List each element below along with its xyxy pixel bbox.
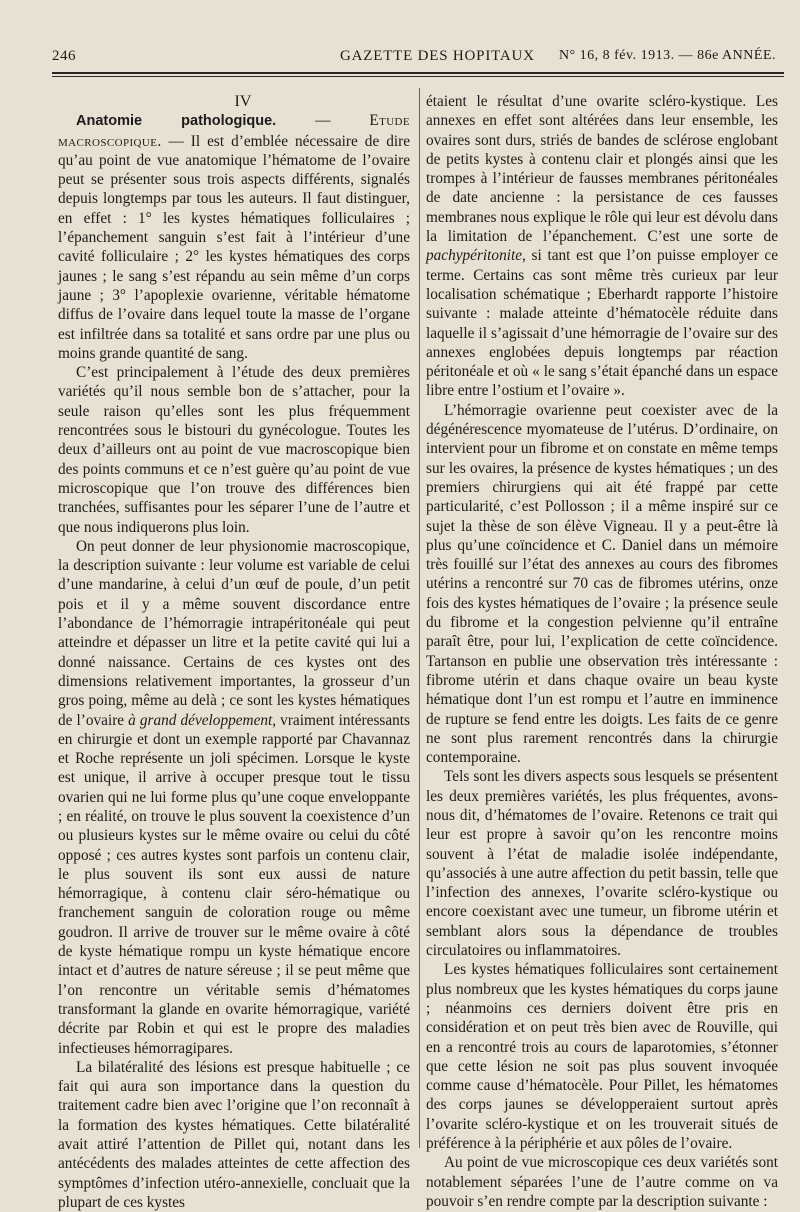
page-number: 246: [52, 48, 76, 64]
paragraph-text: On peut donner de leur physionomie macroscopique, la description suivante : leur volume est variable de celui d’une mandarine, à celui d’un œuf de poule, d’un petit pois et il y a même souvent discordance entre l’abondance de l’hémorragie intrapéritonéale qui peut atteindre et dépasser un litre et la petite cavité qui lui a donné naissance. Certains de ces kystes ont des dimensions relativement importantes, la grosseur d’un gros poing, même au delà ; ce sont les kystes hématiques de l’ovaire: [58, 537, 410, 729]
paragraph: [426, 92, 778, 401]
paragraph: La bilatéralité des lésions est presque habituelle ; ce fait qui aura son importance dans la question du traitement cadre bien avec l’origine que l’on reconnaît à la formation des kystes hématiques. Cette bilatéralité avait attiré l’attention de Pillet qui, notant dans les antécédents des malades atteintes de cette affection des symptômes d’infection utéro-annexielle, concluait que la plupart de ces kystes: [58, 1058, 410, 1211]
italic-term: pachypéritonite: [426, 247, 523, 265]
paragraph: Tels sont les divers aspects sous lesquels se présentent les deux premières variétés, les plus fréquentes, avons-nous dit, d’hématomes de l’ovaire. Retenons ce trait qui leur est propre à savoir qu’on les rencontre moins souvent à l’état de maladie isolée indépendante, qu’associés à une autre affection du petit bassin, telle que l’infection des annexes, l’ovarite scléro-kystique ou encore coexistant avec une tumeur, un fibrome utérin et semblant alors sous la dépendance de troubles circulatoires ou inflammatoires.: [426, 768, 778, 960]
paragraph: L’hémorragie ovarienne peut coexister avec de la dégénérescence myomateuse de l’utérus. D’ordinaire, on intervient pour un fibrome et on constate en même temps sur les ovaires, la présence de kystes hématiques ; un des premiers chirurgiens qui ait été frappé par cette particularité, c’est Pollosson ; il a même inspiré sur ce sujet la thèse de son élève Vigneau. Il y a peut-être là plus qu’une coïncidence et C. Daniel dans un mémoire très fouillé sur l’état des annexes au cours des fibromes utérins a rencontré sur 70 cas de fibromes utérins, onze fois des kystes hématiques de l’ovaire ; la présence seule du fibrome et la congestion pelvienne qu’il entraîne paraît être, pour lui, l’explication de cette coïncidence. Tartanson en publie une observation très intéressante : fibrome utérin et dans chaque ovaire un beau kyste hématique dont l’un est rompu et l’autre en imminence de rupture se fend entre les doigts. Les faits de ce genre ne sont plus rarement rencontrés dans la chirurgie contemporaine.: [426, 401, 778, 767]
right-column: [426, 92, 778, 1211]
issue-info: N° 16, 8 fév. 1913. — 86e ANNÉE.: [558, 48, 776, 63]
header-rule-thick: [52, 72, 784, 74]
paragraph: C’est principalement à l’étude des deux premières variétés qu’il nous semble bon de s’attacher, pour la seule raison qu’elles sont les plus fréquemment rencontrées sous le bistouri du gynécologue. Toutes les deux d’ailleurs ont au point de vue macroscopique bien des points communs et ce n’est guère qu’au point de vue microscopique que l’on trouve des différences bien tranchées, suffisantes pour les séparer l’une de l’autre et que nous indiquerons plus loin.: [58, 364, 410, 536]
dash: —: [276, 112, 370, 130]
paragraph-text: étaient le résultat d’une ovarite scléro-kystique. Les annexes en effet sont altérées dans leur ensemble, les ovaires sont durs, striés de bandes de sclérose englobant de petits kystes à contenu clair et plongés ainsi que les trompes à l’intérieur de fausses membranes péritonéales de date ancienne : la persistance de ces fausses membranes nous explique le rôle qui leur est dévolu dans la limitation de l’épanchement. C’est une sorte de: [426, 93, 778, 246]
header-rule-thin: [52, 76, 784, 77]
paragraph: [58, 537, 410, 1058]
paragraph: Les kystes hématiques folliculaires sont certainement plus nombreux que les kystes hématiques du corps jaune ; néanmoins ces derniers doivent être pris en considération et on peut très bien avec de Rouville, qui en a rencontré trois au cours de laparotomies, s’étonner que cette lésion ne soit pas plus souvent invoquée comme cause d’hématocèle. Pour Pillet, les hématomes des corps jaunes se développeraient surtout après l’ovarite scléro-kystique et on les trouverait situés de préférence à la périphérie et aux pôles de l’ovaire.: [426, 961, 778, 1153]
subheading: Etude macroscopique.: [58, 112, 410, 150]
page-header: [52, 48, 782, 68]
section-number: IV: [234, 93, 252, 110]
left-column: [58, 92, 410, 1212]
paragraph: [58, 111, 410, 363]
italic-term: à grand développement: [128, 711, 273, 729]
paragraph-text: — Il est d’emblée nécessaire de dire qu’au point de vue anatomique l’hématome de l’ovaire peut se présenter sous trois aspects différents, signalés depuis longtemps par tous les auteurs. Il faut distinguer, en effet : 1° les kystes hématiques folliculaires ; l’épanchement sanguin s’est fait à l’intérieur d’une cavité folliculaire ; 2° les kystes hématiques des corps jaunes ; le sang s’est répandu au sein même d’un corps jaune ; 3° l’apoplexie ovarienne, véritable hématome diffus de l’ovaire dans lequel toute la masse de l’organe est infiltrée dans sa totalité et sans ordre par une plus ou moins grande quantité de sang.: [58, 132, 410, 362]
journal-title: GAZETTE DES HOPITAUX: [340, 48, 535, 64]
column-divider: [419, 88, 420, 1148]
section-lead-heading: Anatomie pathologique.: [76, 113, 277, 130]
paragraph-text: , vraiment intéressants en chirurgie et dont un exemple rapporté par Chavannaz et Roche représente un joli spécimen. Lorsque le kyste est unique, il arrive à occuper presque tout le tissu ovarien qui ne lui forme plus qu’une coque enveloppante ; en réalité, on trouve le plus souvent la coexistence d’un ou plusieurs kystes sur le même ovaire ou celui du côté opposé ; ces autres kystes sont parfois un contenu clair, le plus souvent ils sont eux aussi de nature hémorragique, à contenu clair séro-hématique ou franchement sanguin de coloration rouge ou même goudron. Il arrive de trouver sur le même ovaire à côté de kyste hématique rompu un kyste hématique encore intact et d’autres de nature séreuse ; il se peut même que l’on rencontre un véritable semis d’hématomes transformant la glande en ovarite hémorragique, variété décrite par Robin et qui est le propre des maladies infectieuses hémorragipares.: [58, 711, 410, 1057]
paragraph: Au point de vue microscopique ces deux variétés sont notablement séparées l’une de l’autre comme on va pouvoir s’en rendre compte par la description suivante :: [426, 1154, 778, 1210]
paragraph-text: , si tant est que l’on puisse employer ce terme. Certains cas sont même très curieux par leur localisation schématique ; Eberhardt rapporte l’histoire suivante : malade atteinte d’hématocèle réduite dans laquelle il s’agissait d’une hémorragie de l’ovaire sur des annexes englobées depuis longtemps par réaction péritonéale et où « le sang s’était épanché dans un espace libre entre l’ostium et l’ovaire ».: [426, 247, 778, 400]
